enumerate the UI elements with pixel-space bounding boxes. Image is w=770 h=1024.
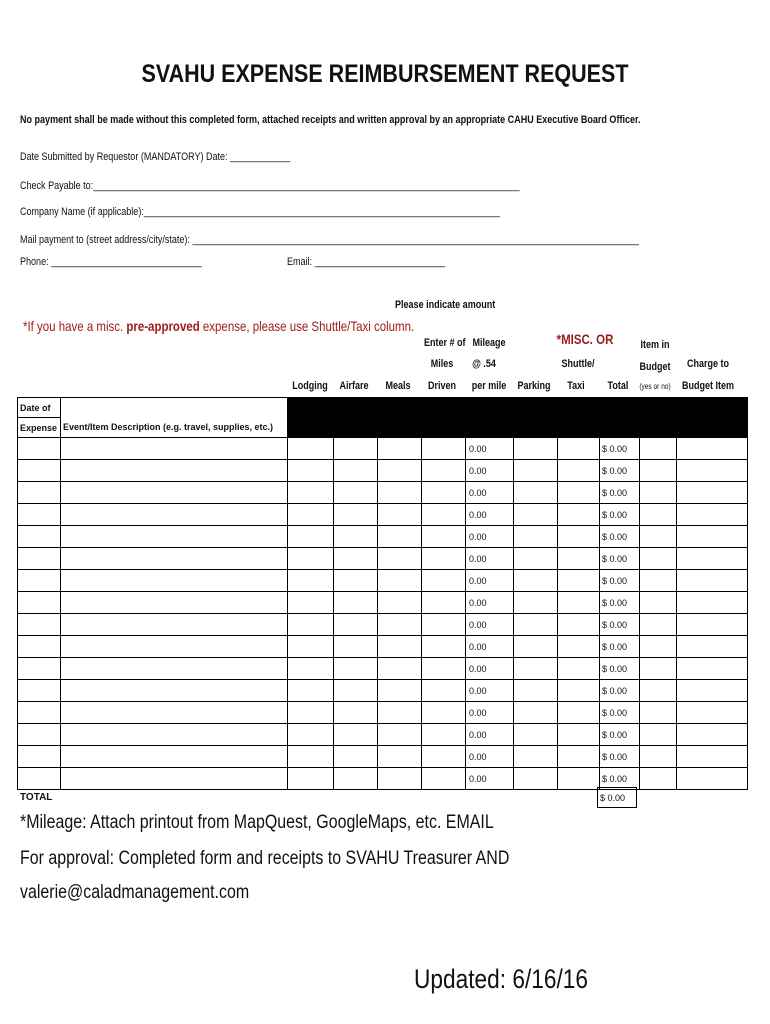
table-cell[interactable] xyxy=(558,680,600,702)
table-cell[interactable] xyxy=(18,746,61,768)
table-cell[interactable] xyxy=(378,570,422,592)
table-cell[interactable] xyxy=(378,460,422,482)
table-cell[interactable] xyxy=(677,614,748,636)
table-row xyxy=(18,548,748,570)
table-cell[interactable] xyxy=(18,438,61,460)
table-cell[interactable] xyxy=(288,658,334,680)
date-submitted-field[interactable]: Date Submitted by Requestor (MANDATORY) Date: ____________ xyxy=(20,151,291,163)
table-cell[interactable] xyxy=(558,768,600,790)
grand-total-cell: $ 0.00 xyxy=(597,787,637,808)
mileage-cell[interactable]: 0.00 xyxy=(466,702,514,724)
total-label: TOTAL xyxy=(20,792,53,803)
table-cell[interactable] xyxy=(334,460,378,482)
mileage-cell[interactable]: 0.00 xyxy=(466,592,514,614)
col-misc-line1: *MISC. OR xyxy=(556,331,614,347)
table-cell[interactable] xyxy=(334,636,378,658)
table-cell[interactable] xyxy=(514,548,558,570)
row-total-cell[interactable]: $ 0.00 xyxy=(600,636,640,658)
table-cell[interactable] xyxy=(677,504,748,526)
table-cell[interactable] xyxy=(558,636,600,658)
table-cell[interactable] xyxy=(640,614,677,636)
table-cell[interactable] xyxy=(18,680,61,702)
row-total-cell[interactable]: $ 0.00 xyxy=(600,460,640,482)
table-cell[interactable] xyxy=(677,438,748,460)
table-cell[interactable] xyxy=(677,526,748,548)
footer-approval-note: For approval: Completed form and receipts to SVAHU Treasurer AND xyxy=(20,848,510,869)
mileage-cell[interactable]: 0.00 xyxy=(466,548,514,570)
table-cell[interactable] xyxy=(61,702,288,724)
col-total: Total xyxy=(607,380,629,392)
table-cell[interactable] xyxy=(514,482,558,504)
table-cell[interactable] xyxy=(640,636,677,658)
please-indicate-amount: Please indicate amount xyxy=(395,299,496,311)
table-cell[interactable] xyxy=(640,702,677,724)
table-cell[interactable] xyxy=(61,548,288,570)
table-cell[interactable] xyxy=(558,570,600,592)
table-cell[interactable] xyxy=(640,768,677,790)
table-cell[interactable] xyxy=(61,504,288,526)
table-cell[interactable] xyxy=(288,548,334,570)
table-cell[interactable] xyxy=(61,592,288,614)
table-cell[interactable] xyxy=(378,482,422,504)
table-cell[interactable] xyxy=(18,460,61,482)
mileage-cell[interactable]: 0.00 xyxy=(466,724,514,746)
mileage-cell[interactable]: 0.00 xyxy=(466,768,514,790)
table-cell[interactable] xyxy=(514,614,558,636)
col-miles-line3: Driven xyxy=(427,380,457,392)
table-cell[interactable] xyxy=(677,482,748,504)
table-cell[interactable] xyxy=(18,570,61,592)
table-cell[interactable] xyxy=(514,724,558,746)
table-cell[interactable] xyxy=(334,548,378,570)
row-total-cell[interactable]: $ 0.00 xyxy=(600,746,640,768)
table-cell[interactable] xyxy=(558,592,600,614)
mileage-cell[interactable]: 0.00 xyxy=(466,636,514,658)
row-total-cell[interactable]: $ 0.00 xyxy=(600,504,640,526)
row-total-cell[interactable]: $ 0.00 xyxy=(600,482,640,504)
table-cell[interactable] xyxy=(378,724,422,746)
table-cell[interactable] xyxy=(334,504,378,526)
col-budget-line3: (yes or no) xyxy=(639,382,671,391)
table-cell[interactable] xyxy=(640,438,677,460)
table-cell[interactable] xyxy=(514,526,558,548)
mileage-cell[interactable]: 0.00 xyxy=(466,614,514,636)
table-cell[interactable] xyxy=(640,592,677,614)
table-cell[interactable] xyxy=(677,592,748,614)
table-row xyxy=(18,504,748,526)
phone-field[interactable]: Phone: ______________________________ xyxy=(20,256,202,268)
table-cell[interactable] xyxy=(334,768,378,790)
table-cell[interactable] xyxy=(61,526,288,548)
table-cell[interactable] xyxy=(640,460,677,482)
mileage-cell[interactable]: 0.00 xyxy=(466,504,514,526)
header-black-bar xyxy=(288,398,748,438)
table-cell[interactable] xyxy=(640,526,677,548)
table-cell[interactable] xyxy=(334,702,378,724)
table-cell[interactable] xyxy=(422,548,466,570)
table-cell[interactable] xyxy=(677,658,748,680)
col-charge-line2: Budget Item xyxy=(681,380,735,392)
table-row xyxy=(18,614,748,636)
table-cell[interactable] xyxy=(378,592,422,614)
table-cell[interactable] xyxy=(334,592,378,614)
header-date-line2: Expense xyxy=(18,418,61,438)
table-cell[interactable] xyxy=(334,724,378,746)
table-cell[interactable] xyxy=(288,746,334,768)
company-name-field[interactable]: Company Name (if applicable):_______________________________________________________________________ xyxy=(20,206,501,218)
table-cell[interactable] xyxy=(640,680,677,702)
table-cell[interactable] xyxy=(378,658,422,680)
table-cell[interactable] xyxy=(558,658,600,680)
table-cell[interactable] xyxy=(640,482,677,504)
table-cell[interactable] xyxy=(61,658,288,680)
table-cell[interactable] xyxy=(378,702,422,724)
col-airfare: Airfare xyxy=(339,380,369,392)
table-cell[interactable] xyxy=(61,438,288,460)
table-cell[interactable] xyxy=(677,768,748,790)
table-cell[interactable] xyxy=(378,746,422,768)
table-cell[interactable] xyxy=(558,702,600,724)
row-total-cell[interactable]: $ 0.00 xyxy=(600,724,640,746)
table-cell[interactable] xyxy=(514,702,558,724)
table-cell[interactable] xyxy=(422,702,466,724)
table-cell[interactable] xyxy=(18,592,61,614)
row-total-cell[interactable]: $ 0.00 xyxy=(600,658,640,680)
table-cell[interactable] xyxy=(677,680,748,702)
table-cell[interactable] xyxy=(334,746,378,768)
table-cell[interactable] xyxy=(422,570,466,592)
table-row xyxy=(18,482,748,504)
table-cell[interactable] xyxy=(61,680,288,702)
table-cell[interactable] xyxy=(422,746,466,768)
row-total-cell[interactable]: $ 0.00 xyxy=(600,548,640,570)
table-cell[interactable] xyxy=(288,636,334,658)
table-cell[interactable] xyxy=(378,680,422,702)
table-row xyxy=(18,768,748,790)
table-cell[interactable] xyxy=(288,482,334,504)
table-cell[interactable] xyxy=(422,768,466,790)
table-cell[interactable] xyxy=(378,548,422,570)
table-cell[interactable] xyxy=(422,680,466,702)
col-misc-line2: Shuttle/ xyxy=(561,358,595,370)
misc-expense-note: *If you have a misc. pre-approved expense, please use Shuttle/Taxi column. xyxy=(23,318,415,334)
table-cell[interactable] xyxy=(677,746,748,768)
row-total-cell[interactable]: $ 0.00 xyxy=(600,768,640,790)
col-miles-line2: Miles xyxy=(430,358,454,370)
table-cell[interactable] xyxy=(677,460,748,482)
table-cell[interactable] xyxy=(677,724,748,746)
updated-date: Updated: 6/16/16 xyxy=(414,964,589,994)
table-cell[interactable] xyxy=(288,526,334,548)
table-cell[interactable] xyxy=(288,570,334,592)
table-row xyxy=(18,746,748,768)
table-cell[interactable] xyxy=(378,614,422,636)
table-header-row-1 xyxy=(18,398,748,418)
table-cell[interactable] xyxy=(422,460,466,482)
table-cell[interactable] xyxy=(422,636,466,658)
table-cell[interactable] xyxy=(288,724,334,746)
col-mileage-line3: per mile xyxy=(471,380,507,392)
table-cell[interactable] xyxy=(18,724,61,746)
expense-table xyxy=(17,397,748,790)
col-budget-line2: Budget xyxy=(639,361,671,373)
col-parking: Parking xyxy=(517,380,551,392)
table-cell[interactable] xyxy=(558,504,600,526)
table-row xyxy=(18,460,748,482)
col-budget-line1: Item in xyxy=(640,339,670,351)
mileage-cell[interactable]: 0.00 xyxy=(466,680,514,702)
table-cell[interactable] xyxy=(640,746,677,768)
table-cell[interactable] xyxy=(514,746,558,768)
col-charge-line1: Charge to xyxy=(686,358,730,370)
table-row xyxy=(18,724,748,746)
table-cell[interactable] xyxy=(61,570,288,592)
table-cell[interactable] xyxy=(288,460,334,482)
table-cell[interactable] xyxy=(514,680,558,702)
table-cell[interactable] xyxy=(640,504,677,526)
row-total-cell[interactable]: $ 0.00 xyxy=(600,438,640,460)
header-event-description: Event/Item Description (e.g. travel, supplies, etc.) xyxy=(61,418,288,438)
mileage-cell[interactable]: 0.00 xyxy=(466,526,514,548)
table-cell[interactable] xyxy=(334,614,378,636)
col-miles-line1: Enter # of xyxy=(423,337,466,349)
table-cell[interactable] xyxy=(61,768,288,790)
table-cell[interactable] xyxy=(422,526,466,548)
table-cell[interactable] xyxy=(558,614,600,636)
table-cell[interactable] xyxy=(378,504,422,526)
table-cell[interactable] xyxy=(288,680,334,702)
table-cell[interactable] xyxy=(422,658,466,680)
table-cell[interactable] xyxy=(334,482,378,504)
table-cell[interactable] xyxy=(288,614,334,636)
mileage-cell[interactable]: 0.00 xyxy=(466,460,514,482)
row-total-cell[interactable]: $ 0.00 xyxy=(600,592,640,614)
table-cell[interactable] xyxy=(640,570,677,592)
table-row xyxy=(18,702,748,724)
mileage-cell[interactable]: 0.00 xyxy=(466,570,514,592)
table-cell[interactable] xyxy=(61,460,288,482)
payment-notice: No payment shall be made without this completed form, attached receipts and written approval by an appropriate CAHU Executive Board Officer. xyxy=(20,114,641,126)
table-cell[interactable] xyxy=(422,614,466,636)
table-cell[interactable] xyxy=(61,746,288,768)
col-misc-line3: Taxi xyxy=(567,380,585,392)
table-cell[interactable] xyxy=(514,658,558,680)
table-cell[interactable] xyxy=(558,724,600,746)
table-row xyxy=(18,438,748,460)
table-cell[interactable] xyxy=(514,570,558,592)
table-cell[interactable] xyxy=(514,592,558,614)
table-cell[interactable] xyxy=(677,636,748,658)
table-cell[interactable] xyxy=(18,614,61,636)
table-cell[interactable] xyxy=(378,636,422,658)
page-title: SVAHU EXPENSE REIMBURSEMENT REQUEST xyxy=(141,60,629,88)
table-cell[interactable] xyxy=(18,702,61,724)
row-total-cell[interactable]: $ 0.00 xyxy=(600,614,640,636)
table-cell[interactable] xyxy=(514,504,558,526)
table-cell[interactable] xyxy=(61,636,288,658)
col-mileage-line1: Mileage xyxy=(472,337,506,349)
table-cell[interactable] xyxy=(422,482,466,504)
col-lodging: Lodging xyxy=(292,380,328,392)
footer-email[interactable]: valerie@caladmanagement.com xyxy=(20,882,250,903)
table-cell[interactable] xyxy=(640,658,677,680)
table-row xyxy=(18,658,748,680)
row-total-cell[interactable]: $ 0.00 xyxy=(600,526,640,548)
table-cell[interactable] xyxy=(422,438,466,460)
table-row xyxy=(18,570,748,592)
table-cell[interactable] xyxy=(18,548,61,570)
table-cell[interactable] xyxy=(18,768,61,790)
table-cell[interactable] xyxy=(18,526,61,548)
check-payable-field[interactable]: Check Payable to:_____________________________________________________________________________________ xyxy=(20,180,520,192)
table-cell[interactable] xyxy=(558,548,600,570)
table-cell[interactable] xyxy=(558,460,600,482)
table-cell[interactable] xyxy=(288,438,334,460)
row-total-cell[interactable]: $ 0.00 xyxy=(600,570,640,592)
table-cell[interactable] xyxy=(514,636,558,658)
table-cell[interactable] xyxy=(378,768,422,790)
table-cell[interactable] xyxy=(677,702,748,724)
table-cell[interactable] xyxy=(334,438,378,460)
table-cell[interactable] xyxy=(61,482,288,504)
footer-mileage-note: *Mileage: Attach printout from MapQuest, GoogleMaps, etc. EMAIL xyxy=(20,812,494,833)
table-cell[interactable] xyxy=(18,504,61,526)
table-cell[interactable] xyxy=(378,526,422,548)
table-cell[interactable] xyxy=(288,504,334,526)
table-cell[interactable] xyxy=(558,746,600,768)
table-cell[interactable] xyxy=(334,526,378,548)
mileage-cell[interactable]: 0.00 xyxy=(466,438,514,460)
table-cell[interactable] xyxy=(288,702,334,724)
table-row xyxy=(18,526,748,548)
table-cell[interactable] xyxy=(514,438,558,460)
table-cell[interactable] xyxy=(640,724,677,746)
table-cell[interactable] xyxy=(514,768,558,790)
table-cell[interactable] xyxy=(334,570,378,592)
table-cell[interactable] xyxy=(640,548,677,570)
table-cell[interactable] xyxy=(18,482,61,504)
table-cell[interactable] xyxy=(677,548,748,570)
row-total-cell[interactable]: $ 0.00 xyxy=(600,680,640,702)
mileage-cell[interactable]: 0.00 xyxy=(466,746,514,768)
table-cell[interactable] xyxy=(288,592,334,614)
table-cell[interactable] xyxy=(18,636,61,658)
table-cell[interactable] xyxy=(334,658,378,680)
table-row xyxy=(18,592,748,614)
table-cell[interactable] xyxy=(514,460,558,482)
table-cell[interactable] xyxy=(61,614,288,636)
table-cell[interactable] xyxy=(378,438,422,460)
header-date-line1: Date of xyxy=(18,398,61,418)
table-cell[interactable] xyxy=(558,482,600,504)
table-row xyxy=(18,680,748,702)
email-field[interactable]: Email: __________________________ xyxy=(287,256,446,268)
col-mileage-line2: @ .54 xyxy=(472,358,496,370)
table-cell[interactable] xyxy=(422,504,466,526)
mileage-cell[interactable]: 0.00 xyxy=(466,482,514,504)
col-meals: Meals xyxy=(385,380,411,392)
row-total-cell[interactable]: $ 0.00 xyxy=(600,702,640,724)
table-cell[interactable] xyxy=(288,768,334,790)
table-row xyxy=(18,636,748,658)
mileage-cell[interactable]: 0.00 xyxy=(466,658,514,680)
table-cell[interactable] xyxy=(61,724,288,746)
table-cell[interactable] xyxy=(558,526,600,548)
table-cell[interactable] xyxy=(422,724,466,746)
table-cell[interactable] xyxy=(18,658,61,680)
table-cell[interactable] xyxy=(422,592,466,614)
table-cell[interactable] xyxy=(677,570,748,592)
table-cell[interactable] xyxy=(334,680,378,702)
table-cell[interactable] xyxy=(558,438,600,460)
mail-payment-field[interactable]: Mail payment to (street address/city/state): _________________________________________________________________________________________ xyxy=(20,234,639,246)
